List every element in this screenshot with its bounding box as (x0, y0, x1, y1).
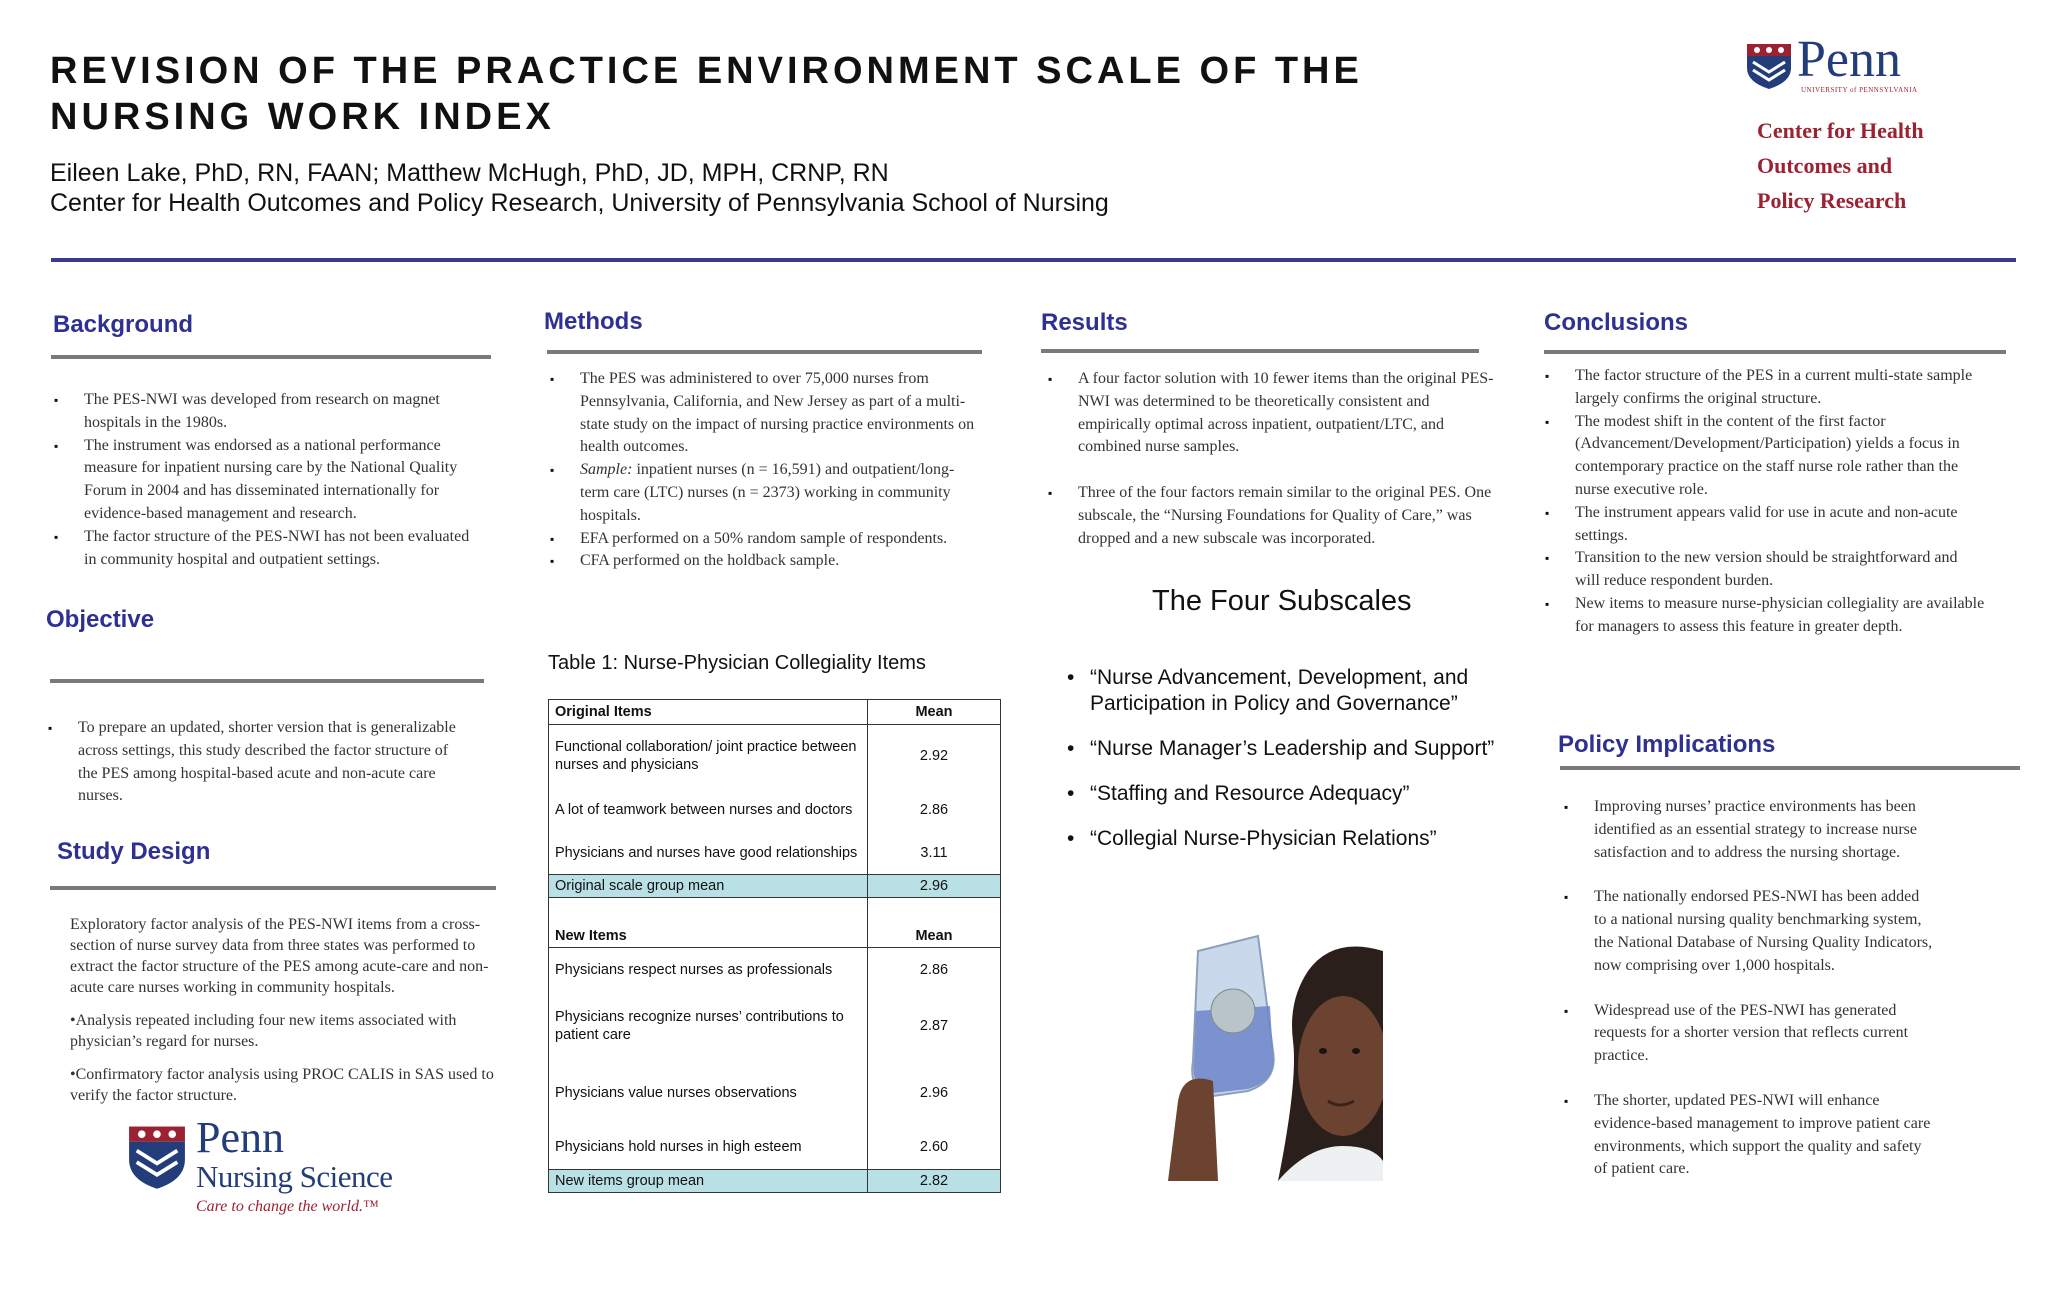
table-cell-mean: 3.11 (868, 833, 1001, 875)
list-item: ▪ To prepare an updated, shorter version that is generalizable across settings, this study described the factor structure of the PES among hospital-based acute and non-acute care nurses. (48, 717, 468, 808)
table-cell-mean: 2.92 (868, 725, 1001, 787)
table-mean-row (549, 1170, 1001, 1193)
study-design-heading: Study Design (57, 838, 211, 865)
study-design-body (70, 914, 510, 1106)
study-design-rule (50, 886, 496, 890)
penn-logo-subtitle: UNIVERSITY of PENNSYLVANIA (1801, 86, 1918, 94)
list-item: ▪ The shorter, updated PES-NWI will enhance evidence-based management to improve patient care environments, which support the quality and safety of patient care. (1564, 1090, 1934, 1181)
penn-logo (1745, 31, 1935, 100)
list-item: • “Collegial Nurse-Physician Relations” (1067, 826, 1507, 852)
table-row (549, 948, 1001, 992)
results-list (1048, 368, 1500, 551)
table-row (549, 1060, 1001, 1126)
results-rule (1041, 349, 1479, 353)
list-item: ▪ The instrument was endorsed as a national performance measure for inpatient nursing care by the National Quality Forum in 2004 and has disseminated internationally for evidence-based management and research. (54, 435, 484, 526)
study-design-paragraph: •Analysis repeated including four new items associated with physician’s regard for nurses. (70, 1012, 457, 1050)
nursing-logo-wordmark: Penn (196, 1113, 284, 1162)
table-cell-item: New items group mean (549, 1170, 868, 1193)
background-heading: Background (53, 311, 194, 338)
table-cell-item: Physicians recognize nurses’ contributions to patient care (549, 992, 868, 1060)
table-caption: Table 1: Nurse-Physician Collegiality Items (548, 652, 926, 674)
list-item: ▪ CFA performed on the holdback sample. (550, 550, 980, 573)
poster-title: REVISION OF THE PRACTICE ENVIRONMENT SCALE OF THE NURSING WORK INDEX (50, 50, 1363, 138)
list-item: ▪ Transition to the new version should be straightforward and will reduce respondent burden. (1545, 547, 1985, 593)
table-row (549, 725, 1001, 787)
penn-wordmark: Penn (1797, 31, 1901, 88)
nursing-logo-line2: Nursing Science (196, 1159, 393, 1194)
nurse-photo (1158, 931, 1383, 1181)
table-cell-mean: 2.82 (868, 1170, 1001, 1193)
table-cell-item: Physicians and nurses have good relationships (549, 833, 868, 875)
table-cell-mean: 2.87 (868, 992, 1001, 1060)
table-mean-row (549, 875, 1001, 898)
nursing-logo-tagline: Care to change the world.™ (196, 1198, 379, 1215)
table-cell-mean: 2.86 (868, 948, 1001, 992)
policy-rule (1560, 766, 2020, 770)
table-cell-mean: 2.96 (868, 875, 1001, 898)
list-item: ▪ Widespread use of the PES-NWI has generated requests for a shorter version that reflects current practice. (1564, 1000, 1934, 1068)
table-header-cell: Mean (868, 700, 1001, 725)
table-header-cell: New Items (549, 898, 868, 948)
list-item (550, 459, 980, 527)
sample-label: Sample: (580, 461, 633, 479)
list-item: ▪ The factor structure of the PES in a current multi-state sample largely confirms the original structure. (1545, 365, 1985, 411)
table-row (549, 833, 1001, 875)
list-item: ▪ The modest shift in the content of the first factor (Advancement/Development/Participation) yields a focus in contemporary practice on the staff nurse role rather than the nurse executive role. (1545, 411, 1985, 502)
table-cell-item: Physicians value nurses observations (549, 1060, 868, 1126)
list-item: ▪ EFA performed on a 50% random sample of respondents. (550, 528, 980, 551)
table-row (549, 787, 1001, 833)
table-row (549, 992, 1001, 1060)
author-block (50, 158, 1109, 218)
table-header-row (549, 898, 1001, 948)
methods-rule (547, 350, 982, 354)
center-name (1757, 113, 1924, 218)
authors: Eileen Lake, PhD, RN, FAAN; Matthew McHugh, PhD, JD, MPH, CRNP, RN (50, 159, 889, 187)
table-cell-item: Original scale group mean (549, 875, 868, 898)
table-row (549, 1126, 1001, 1170)
results-heading: Results (1041, 309, 1128, 336)
list-item: ▪ A four factor solution with 10 fewer items than the original PES-NWI was determined to be theoretically consistent and empirically optimal across inpatient, outpatient/LTC, and combined nurse samples. (1048, 368, 1500, 459)
affiliation: Center for Health Outcomes and Policy Research, University of Pennsylvania School of Nursing (50, 189, 1109, 217)
center-name-line: Outcomes and (1757, 153, 1893, 178)
list-item: ▪ Improving nurses’ practice environments has been identified as an essential strategy to increase nurse satisfaction and to address the nursing shortage. (1564, 796, 1934, 864)
penn-nursing-logo (126, 1113, 426, 1230)
list-item: ▪ Three of the four factors remain similar to the original PES. One subscale, the “Nursing Foundations for Quality of Care,” was dropped and a new subscale was incorporated. (1048, 482, 1500, 550)
nurse-with-beaker-image (1158, 931, 1383, 1181)
policy-heading: Policy Implications (1558, 731, 1776, 758)
conclusions-heading: Conclusions (1544, 309, 1689, 336)
objective-heading: Objective (46, 606, 155, 633)
table-cell-item: Physicians hold nurses in high esteem (549, 1126, 868, 1170)
objective-rule (50, 679, 484, 683)
conclusions-list (1545, 365, 1985, 639)
background-rule (51, 355, 491, 359)
sample-text: inpatient nurses (n = 16,591) and outpatient/long-term care (LTC) nurses (n = 2373) working in community hospitals. (580, 461, 955, 524)
table-cell-item: Physicians respect nurses as professionals (549, 948, 868, 992)
policy-list (1564, 796, 1934, 1181)
subscales-heading: The Four Subscales (1152, 585, 1412, 617)
collegiality-table (548, 699, 1001, 1193)
table-cell-mean: 2.86 (868, 787, 1001, 833)
list-item: • “Nurse Manager’s Leadership and Support” (1067, 736, 1507, 762)
center-name-line: Center for Health (1757, 118, 1924, 143)
study-design-paragraph: •Confirmatory factor analysis using PROC CALIS in SAS used to verify the factor structure. (70, 1066, 494, 1104)
list-item: • “Staffing and Resource Adequacy” (1067, 781, 1507, 807)
penn-shield-icon (126, 1124, 188, 1190)
objective-list (48, 717, 468, 808)
table-header-cell: Mean (868, 898, 1001, 948)
list-item: ▪ The instrument appears valid for use in acute and non-acute settings. (1545, 502, 1985, 548)
study-design-paragraph: Exploratory factor analysis of the PES-NWI items from a cross-section of nurse survey data from three states was performed to extract the factor structure of the PES among acute-care and non-acute care nurses working in community hospitals. (70, 916, 489, 996)
table-header-row (549, 700, 1001, 725)
methods-heading: Methods (544, 308, 643, 335)
table-cell-item: A lot of teamwork between nurses and doctors (549, 787, 868, 833)
table-cell-mean: 2.96 (868, 1060, 1001, 1126)
conclusions-rule (1544, 350, 2006, 354)
list-item: ▪ The nationally endorsed PES-NWI has been added to a national nursing quality benchmarking system, the National Database of Nursing Quality Indicators, now comprising over 1,000 hospitals. (1564, 886, 1934, 977)
list-item: • “Nurse Advancement, Development, and Participation in Policy and Governance” (1067, 665, 1507, 717)
list-item: ▪ New items to measure nurse-physician collegiality are available for managers to assess this feature in greater depth. (1545, 593, 1985, 639)
list-item: ▪ The PES was administered to over 75,000 nurses from Pennsylvania, California, and New Jersey as part of a multi-state study on the impact of nursing practice environments on health outcomes. (550, 368, 980, 459)
methods-list (550, 368, 980, 573)
penn-shield-icon (1745, 42, 1793, 90)
center-name-line: Policy Research (1757, 188, 1907, 213)
header-divider (51, 258, 2016, 262)
table-cell-item: Functional collaboration/ joint practice between nurses and physicians (549, 725, 868, 787)
subscales-list (1067, 665, 1507, 871)
table-cell-mean: 2.60 (868, 1126, 1001, 1170)
table-header-cell: Original Items (549, 700, 868, 725)
list-item: ▪ The factor structure of the PES-NWI has not been evaluated in community hospital and outpatient settings. (54, 526, 484, 572)
list-item: ▪ The PES-NWI was developed from research on magnet hospitals in the 1980s. (54, 389, 484, 435)
background-list (54, 389, 484, 571)
